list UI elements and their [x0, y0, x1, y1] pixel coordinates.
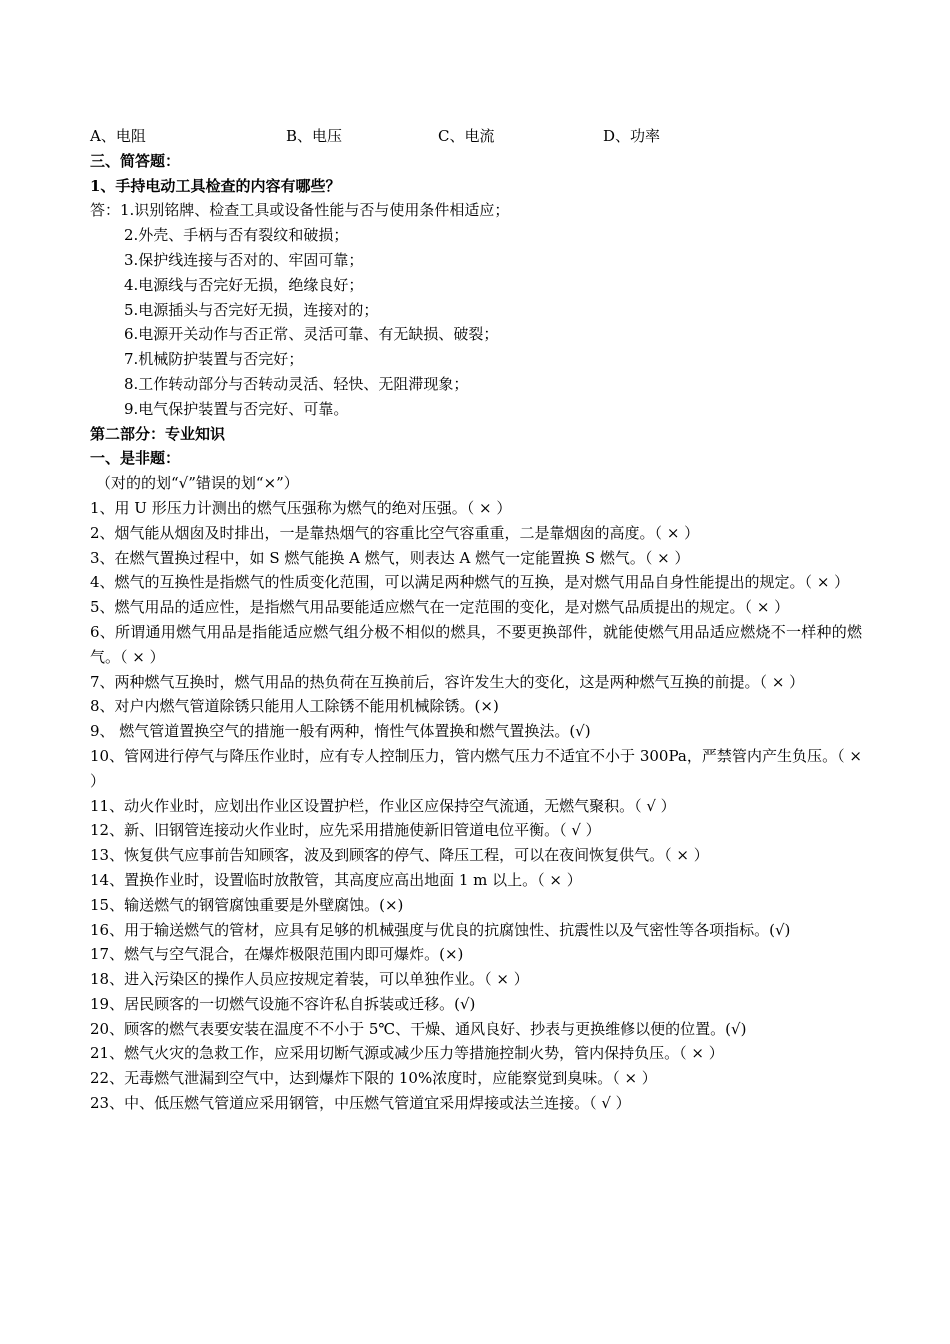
option-d: D、功率 — [603, 127, 661, 145]
true-false-item: 11、动火作业时，应划出作业区设置护栏，作业区应保持空气流通，无燃气聚积。（ √ ） — [90, 796, 676, 815]
option-a: A、电阻 — [90, 127, 146, 145]
document-page — [90, 124, 862, 1116]
option-b: B、电压 — [286, 127, 343, 145]
true-false-item: 14、置换作业时，设置临时放散管，其高度应高出地面 1 m 以上。（ × ） — [90, 870, 582, 889]
true-false-item: 1、用 U 形压力计测出的燃气压强称为燃气的绝对压强。（ × ） — [90, 498, 512, 517]
true-false-item: 18、进入污染区的操作人员应按规定着装，可以单独作业。（ × ） — [90, 970, 529, 989]
answer-line-1: 答：1.识别铭牌、检查工具或设备性能与否与使用条件相适应； — [90, 201, 510, 220]
true-false-item: 6、所谓通用燃气用品是指能适应燃气组分极不相似的燃具，不要更换部件，就能使燃气用品适应燃烧不一样种的燃气。（ × ） — [90, 622, 862, 666]
true-false-item: 15、输送燃气的钢管腐蚀重要是外壁腐蚀。(×) — [90, 895, 404, 914]
part2-title: 第二部分：专业知识 — [90, 424, 226, 443]
true-false-item: 19、居民顾客的一切燃气设施不容许私自拆装或迁移。(√) — [90, 994, 476, 1013]
answer-line: 4.电源线与否完好无损，绝缘良好； — [124, 275, 364, 294]
true-false-item: 8、对户内燃气管道除锈只能用人工除锈不能用机械除锈。(×) — [90, 697, 499, 716]
true-false-item: 10、管网进行停气与降压作业时，应有专人控制压力，管内燃气压力不适宜不小于 300Pa，严禁管内产生负压。（ × ） — [90, 746, 862, 790]
true-false-section-title: 一、是非题： — [90, 449, 181, 468]
answer-line: 2.外壳、手柄与否有裂纹和破损； — [124, 226, 349, 245]
short-answer-question: 1、手持电动工具检查的内容有哪些？ — [90, 176, 341, 195]
answer-line: 8.工作转动部分与否转动灵活、轻快、无阻滞现象； — [124, 374, 469, 393]
true-false-item: 17、燃气与空气混合，在爆炸极限范围内即可爆炸。(×) — [90, 945, 464, 964]
true-false-item: 12、新、旧钢管连接动火作业时，应先采用措施使新旧管道电位平衡。（ √ ） — [90, 821, 601, 840]
true-false-item: 4、燃气的互换性是指燃气的性质变化范围，可以满足两种燃气的互换，是对燃气用品自身性能提出的规定。（ × ） — [90, 573, 850, 592]
marking-note: （对的的划“√”错误的划“×”） — [96, 474, 299, 493]
true-false-item: 9、 燃气管道置换空气的措施一般有两种，惰性气体置换和燃气置换法。(√) — [90, 722, 591, 741]
section3-title: 三、简答题： — [90, 151, 181, 170]
true-false-item: 13、恢复供气应事前告知顾客，波及到顾客的停气、降压工程，可以在夜间恢复供气。（ × ） — [90, 846, 709, 865]
true-false-item: 16、用于输送燃气的管材，应具有足够的机械强度与优良的抗腐蚀性、抗震性以及气密性等各项指标。(√) — [90, 920, 791, 939]
true-false-item: 23、中、低压燃气管道应采用钢管，中压燃气管道宜采用焊接或法兰连接。（ √ ） — [90, 1094, 631, 1113]
option-c: C、电流 — [438, 127, 495, 145]
true-false-item: 5、燃气用品的适应性，是指燃气用品要能适应燃气在一定范围的变化，是对燃气品质提出的规定。（ × ） — [90, 598, 790, 617]
answer-line: 3.保护线连接与否对的、牢固可靠； — [124, 250, 364, 269]
true-false-item: 3、在燃气置换过程中，如 S 燃气能换 A 燃气，则表达 A 燃气一定能置换 S 燃气。（ × ） — [90, 548, 690, 567]
answer-options-row — [90, 124, 862, 149]
answer-line: 7.机械防护装置与否完好； — [124, 350, 304, 369]
answer-line: 9.电气保护装置与否完好、可靠。 — [124, 399, 349, 418]
true-false-item: 7、两种燃气互换时，燃气用品的热负荷在互换前后，容许发生大的变化，这是两种燃气互换的前提。（ × ） — [90, 672, 805, 691]
true-false-item: 22、无毒燃气泄漏到空气中，达到爆炸下限的 10%浓度时，应能察觉到臭味。（ × ） — [90, 1069, 657, 1088]
answer-line: 6.电源开关动作与否正常、灵活可靠、有无缺损、破裂； — [124, 325, 499, 344]
answer-line: 5.电源插头与否完好无损，连接对的； — [124, 300, 379, 319]
true-false-item: 21、燃气火灾的急救工作，应采用切断气源或减少压力等措施控制火势，管内保持负压。（ × ） — [90, 1044, 724, 1063]
true-false-item: 2、烟气能从烟囱及时排出，一是靠热烟气的容重比空气容重重，二是靠烟囱的高度。（ × ） — [90, 523, 700, 542]
true-false-item: 20、顾客的燃气表要安装在温度不不小于 5℃、干燥、通风良好、抄表与更换维修以便的位置。(√) — [90, 1019, 747, 1038]
